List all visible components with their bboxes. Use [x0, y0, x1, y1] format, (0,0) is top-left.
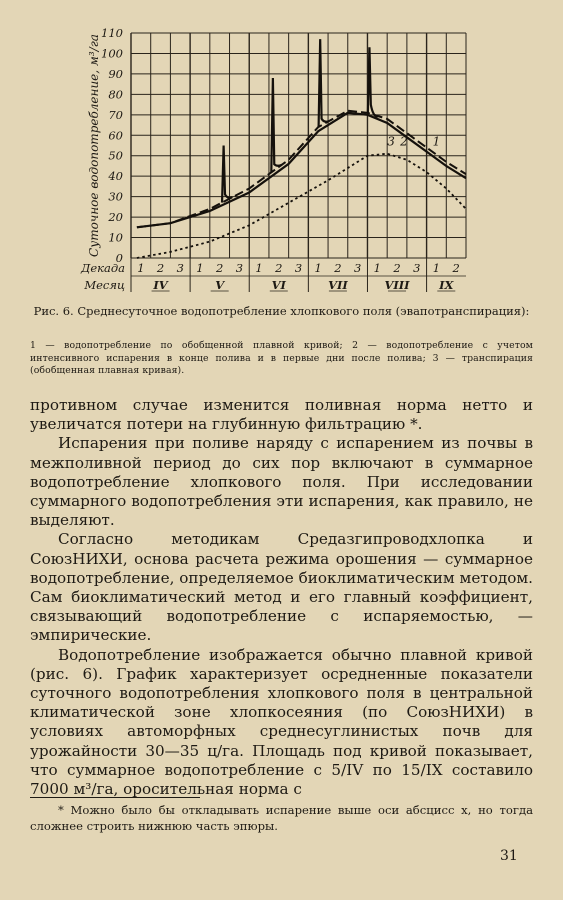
decade-tick-label: 1	[314, 261, 322, 275]
month-tick-label: VII	[328, 278, 348, 292]
decade-tick-label: 2	[393, 261, 401, 275]
curve-label: 1	[432, 134, 441, 149]
decade-tick-label: 2	[275, 261, 283, 275]
month-tick-label: V	[215, 278, 225, 292]
y-tick-label: 110	[101, 26, 123, 40]
irrigation-peak	[319, 39, 329, 127]
series-line-3	[137, 154, 466, 258]
decade-tick-label: 3	[176, 261, 184, 275]
paragraph: Согласно методикам Средазгипроводхлопка и СоюзНИХИ, основа расчета режима орошения — суммарное водопотребление, определяемое биоклиматическим методом. Сам биоклиматический метод и его главный коэффициент, связывающий водопотребление с испаряемостью, — эмпирические.	[30, 530, 533, 645]
series-line-2	[137, 111, 466, 228]
y-tick-label: 80	[108, 87, 123, 102]
y-tick-label: 40	[108, 169, 123, 184]
paragraph: Испарения при поливе наряду с испарением из почвы в межполивной период до сих пор включают в суммарное водопотребление хлопкового поля. При исследовании суммарного водопотребления эти испарения, как правило, не выделяют.	[30, 434, 533, 530]
y-tick-label: 100	[101, 46, 123, 61]
body-text	[30, 396, 533, 799]
y-tick-label: 0	[115, 251, 123, 265]
decade-tick-label: 1	[137, 261, 145, 275]
y-tick-label: 50	[108, 148, 123, 163]
paragraph: противном случае изменится поливная норма нетто и увеличатся потери на глубинную фильтрацию *.	[30, 396, 533, 434]
y-tick-label: 70	[108, 107, 123, 122]
page-number: 31	[500, 848, 518, 864]
irrigation-peak	[222, 146, 232, 203]
irrigation-peak	[368, 47, 378, 116]
decade-tick-label: 3	[235, 261, 244, 275]
curve-label: 3	[387, 134, 395, 149]
decade-tick-label: 2	[216, 261, 224, 275]
y-tick-label: 20	[108, 210, 123, 225]
month-row-label: Месяц	[84, 278, 125, 292]
curve-label: 2	[400, 134, 408, 149]
figure-caption: Рис. 6. Среднесуточное водопотребление хлопкового поля (эвапотранспирация):	[33, 304, 530, 318]
decade-tick-label: 1	[373, 261, 381, 275]
water-consumption-chart	[0, 0, 563, 300]
month-tick-label: VI	[271, 278, 286, 292]
series-line-1	[137, 113, 466, 228]
footnote: * Можно было бы откладывать испарение выше оси абсцисс x, но тогда сложнее строить нижнюю часть эпюры.	[30, 803, 533, 833]
decade-tick-label: 1	[255, 261, 263, 275]
decade-tick-label: 2	[156, 261, 165, 275]
month-tick-label: IV	[153, 278, 168, 292]
decade-tick-label: 1	[196, 261, 204, 275]
decade-tick-label: 3	[294, 261, 303, 275]
decade-row-label: Декада	[80, 261, 125, 275]
decade-tick-label: 1	[432, 261, 441, 275]
footnote-rule	[30, 797, 200, 798]
paragraph: Водопотребление изображается обычно плавной кривой (рис. 6). График характеризует осредненные показатели суточного водопотребления хлопкового поля в центральной климатической зоне хлопкосеяния (по СоюзНИХИ) в условиях автоморфных среднесуглинистых почв для урожайности 30—35 ц/га. Площадь под кривой показывает, что суммарное водопотребление с 5/IV по 15/IX составило 7000 м³/га, оросительная норма с	[30, 645, 533, 799]
y-tick-label: 10	[108, 230, 123, 245]
decade-tick-label: 2	[452, 261, 460, 275]
y-tick-label: 90	[108, 66, 123, 81]
irrigation-peak	[271, 78, 281, 172]
y-axis-label: Суточное водопотребление, м³/га	[87, 34, 101, 257]
decade-tick-label: 2	[334, 261, 342, 275]
month-tick-label: IX	[439, 278, 454, 292]
decade-tick-label: 3	[353, 261, 362, 275]
y-tick-label: 60	[108, 128, 123, 143]
month-tick-label: VIII	[384, 278, 410, 292]
y-tick-label: 30	[108, 189, 123, 204]
figure-legend: 1 — водопотребление по обобщенной плавной кривой; 2 — водопотребление с учетом интенсивного испарения в конце полива и в первые дни после полива; 3 — транспирация (обобщенная плавная кривая).	[30, 340, 533, 377]
decade-tick-label: 3	[413, 261, 421, 275]
